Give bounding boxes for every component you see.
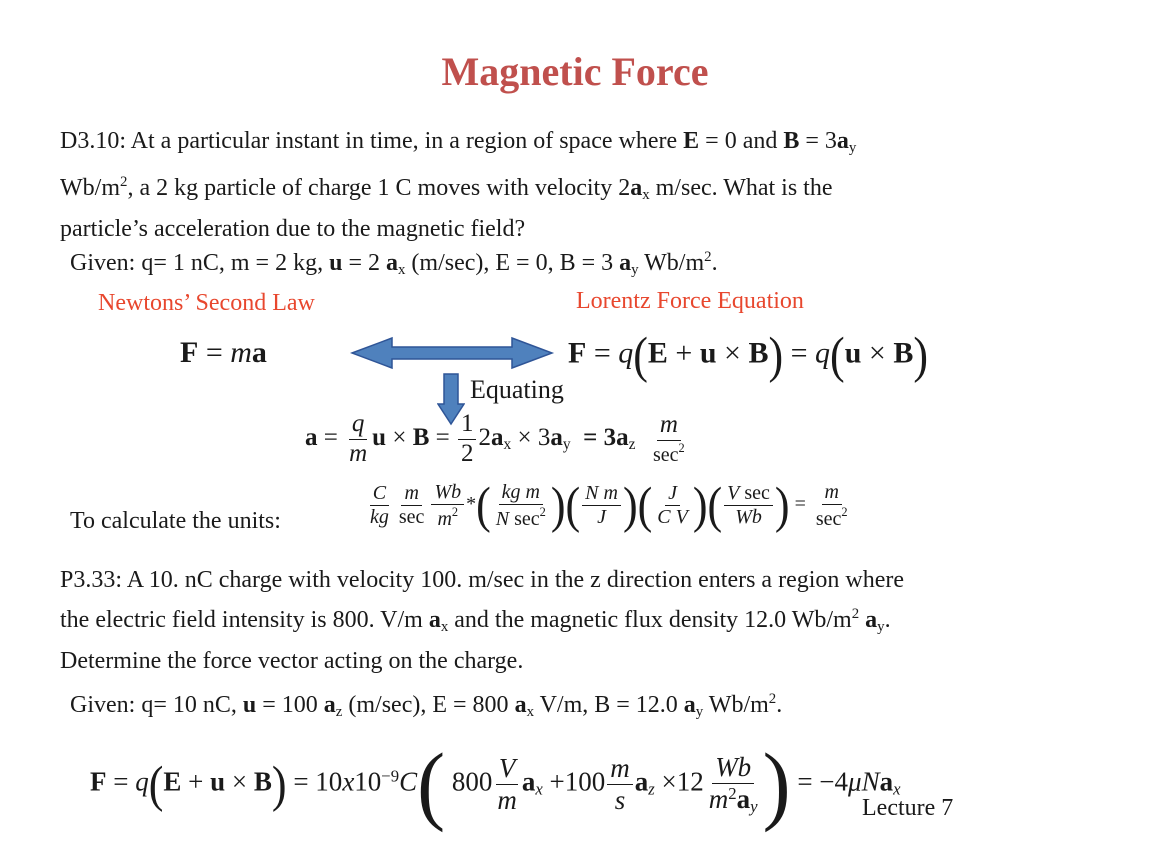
problem-p333 bbox=[60, 563, 904, 678]
given-p333: Given: q= 10 nC, u = 100 $a_z$ (m/sec), E = 800 $a_x$ V/m, B = 12.0 $a_y$ $Wb/m^2$. bbox=[70, 691, 783, 720]
problem-p333-line-3: Determine the force vector acting on the charge. bbox=[60, 648, 524, 674]
acceleration-equation: a = $\frac{q}{m}$ u × B = $\frac{1}{2}$ $2a_x \times 3a_y = 3a_z$ $\frac{m}{\sec^2}$ bbox=[305, 410, 685, 467]
problem-p333-line-1: P3.33: A 10. nC charge with velocity 100. m/sec in the z direction enters a region where bbox=[60, 567, 905, 593]
given-d310: Given: q= 1 nC, m = 2 kg, u = 2 $a_x$ (m/sec), E = 0, B = 3 $a_y$ $Wb/m^2$. bbox=[70, 249, 718, 278]
double-arrow-icon bbox=[350, 336, 555, 370]
problem-d310 bbox=[60, 124, 856, 246]
lorentz-equation-label: Lorentz Force Equation bbox=[576, 288, 804, 314]
lecture-footer: Lecture 7 bbox=[862, 795, 954, 821]
units-equation: $\frac{C}{kg}$ $\frac{m}{\sec}$ $\frac{Wb}{m^2}$ *( $\frac{\text{kg m}}{N \sec^2}$ )( $\frac{\text{N m}}{J}$ )( $\frac{J}{\text{C V}}$ )( $\frac{\text{V sec}}{Wb}$ ) = $\frac{m}{\sec^2}$ bbox=[370, 477, 848, 534]
problem-d310-line-2: $Wb/m^2$, a 2 kg particle of charge 1 C moves with velocity $2a_x$ m/sec. What is the bbox=[60, 174, 833, 203]
units-label: To calculate the units: bbox=[70, 508, 281, 534]
problem-d310-line-1: D3.10: At a particular instant in time, in a region of space where E = 0 and $B = 3a_y$ bbox=[60, 128, 857, 156]
equating-label: Equating bbox=[470, 375, 564, 404]
lorentz-equation: F = q(E + u × B) = q(u × B) bbox=[568, 327, 928, 384]
newton-equation: F = ma bbox=[180, 336, 267, 369]
page-title: Magnetic Force bbox=[441, 49, 709, 94]
problem-p333-line-2: the electric field intensity is 800. V/m $a_x$ and the magnetic flux density 12.0 $Wb/m^2$ $a_y$. bbox=[60, 606, 891, 635]
problem-d310-line-3: particle’s acceleration due to the magnetic field? bbox=[60, 216, 526, 242]
force-equation: $F = q(E + u \times B) = 10x10^{-9}C$( 800 $\frac{V}{m}$ $a_x +100$ $\frac{m}{s}$ $a_z \times 12$ $\frac{Wb}{m^2a_y}$ ) = −4μNa$_x$ bbox=[90, 735, 901, 834]
newton-law-label: Newtons’ Second Law bbox=[98, 290, 315, 316]
